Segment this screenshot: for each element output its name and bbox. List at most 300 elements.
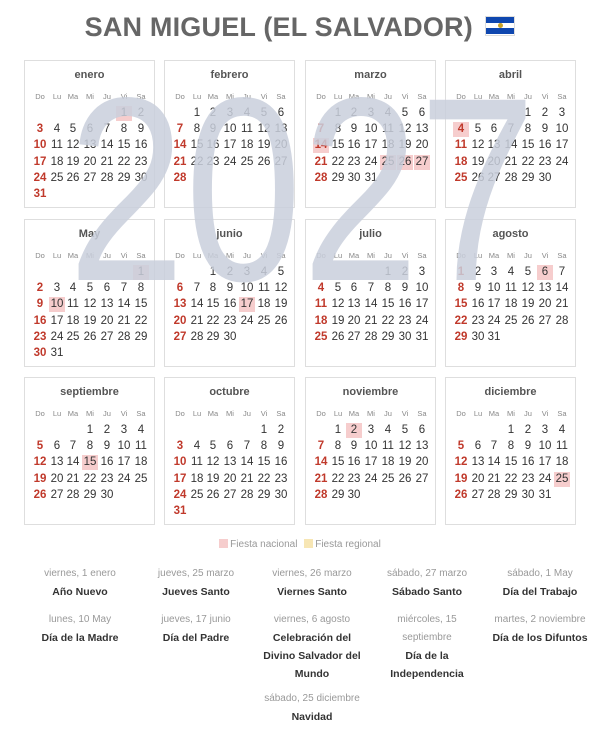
holiday-entry	[25, 565, 135, 601]
weekday-header	[446, 409, 575, 419]
month-may	[24, 219, 155, 367]
holiday-name: Jueves Santo	[162, 586, 230, 598]
calendar-day: 26	[257, 155, 271, 168]
weekday-label: Vi	[260, 92, 268, 101]
calendar-day: 5	[457, 440, 465, 453]
calendar-day: 29	[83, 488, 97, 501]
calendar-day: 7	[176, 123, 184, 136]
calendar-day: 8	[260, 440, 268, 453]
calendar-day: 3	[176, 440, 184, 453]
weekday-label: Mi	[507, 409, 515, 418]
weekday-label: Sa	[557, 92, 567, 101]
calendar-day: 22	[206, 314, 220, 327]
calendar-day: 10	[240, 282, 254, 295]
calendar-day: 5	[260, 107, 268, 119]
calendar-day: 6	[418, 107, 426, 119]
calendar-day: 29	[454, 330, 468, 343]
calendar-day: 17	[223, 139, 237, 152]
calendar-day: 24	[223, 155, 237, 168]
calendar-day: 16	[223, 298, 237, 311]
holiday-date: sábado, 1 May	[507, 568, 573, 579]
calendar-day: 29	[134, 330, 148, 343]
calendar-day: 11	[556, 440, 568, 453]
holiday-entry	[141, 565, 251, 601]
calendar-day: 9	[541, 123, 549, 136]
weekday-label: Ma	[488, 92, 500, 101]
calendar-day: 10	[33, 139, 47, 152]
weekday-header	[306, 251, 435, 261]
calendar-day: 6	[418, 424, 426, 436]
calendar-day: 31	[538, 488, 552, 501]
calendar-day: 19	[257, 139, 271, 152]
calendar-day: 15	[331, 139, 345, 152]
calendar-day: 6	[103, 282, 111, 295]
calendar-day: 14	[364, 298, 378, 311]
calendar-day: 1	[334, 107, 342, 119]
calendar-day: 21	[240, 472, 254, 485]
calendar-day: 30	[347, 171, 361, 184]
calendar-day: 3	[490, 266, 498, 278]
calendar-day: 2	[277, 424, 285, 436]
calendar-day: 5	[401, 424, 409, 436]
calendar-day: 1	[507, 424, 515, 436]
calendar-day: 11	[382, 440, 394, 453]
weekday-label: Sa	[557, 409, 567, 418]
calendar-day: 7	[120, 282, 128, 295]
calendar-day: 6	[226, 440, 234, 453]
calendar-day: 5	[209, 440, 217, 453]
weekday-label: Mi	[226, 409, 234, 418]
weekday-label: Ma	[207, 409, 219, 418]
calendar-day: 15	[381, 298, 395, 311]
weekday-label: Sa	[417, 409, 427, 418]
calendar-day: 25	[134, 472, 148, 485]
calendar-day: 28	[487, 488, 501, 501]
month-name: octubre	[209, 386, 250, 398]
calendar-day: 13	[487, 139, 501, 152]
calendar-day: 7	[69, 440, 77, 453]
calendar-day: 6	[277, 107, 285, 119]
weekday-label: Ma	[488, 409, 500, 418]
calendar-day: 13	[274, 123, 288, 136]
calendar-day: 9	[401, 282, 409, 295]
calendar-day: 17	[538, 456, 552, 469]
calendar-day: 17	[555, 139, 569, 152]
calendar-day: 22	[190, 155, 204, 168]
calendar-day: 20	[50, 472, 64, 485]
calendar-day: 12	[257, 123, 271, 136]
holiday-entry	[485, 565, 595, 601]
calendar-day: 3	[36, 123, 44, 136]
calendar-day: 29	[117, 171, 131, 184]
calendar-day: 17	[33, 155, 47, 168]
calendar-day: 7	[243, 440, 251, 453]
calendar-day: 17	[117, 456, 131, 469]
calendar-grid	[24, 60, 577, 526]
weekday-label: Mi	[367, 251, 375, 260]
calendar-day: 27	[471, 488, 485, 501]
calendar-day: 4	[384, 107, 392, 119]
weekday-label: Ju	[524, 251, 532, 260]
calendar-day: 9	[137, 123, 145, 136]
calendar-day: 9	[209, 123, 217, 136]
weekday-label: Vi	[120, 251, 128, 260]
calendar-day: 3	[243, 266, 251, 278]
holiday-name: Viernes Santo	[277, 586, 347, 598]
calendar-day: 27	[50, 488, 64, 501]
holiday-date: viernes, 1 enero	[44, 568, 116, 579]
calendar-day: 29	[521, 171, 535, 184]
calendar-day: 25	[555, 472, 569, 485]
calendar-day: 28	[173, 171, 187, 184]
calendar-day: 21	[314, 472, 328, 485]
calendar-day: 13	[223, 456, 237, 469]
calendar-day: 23	[347, 472, 361, 485]
weekday-header	[306, 409, 435, 419]
weekday-header	[25, 251, 154, 261]
calendar-day: 2	[350, 107, 358, 119]
calendar-day: 27	[83, 171, 97, 184]
calendar-day: 31	[50, 347, 64, 359]
calendar-day: 3	[418, 266, 426, 278]
calendar-day: 8	[507, 440, 515, 453]
calendar-day: 11	[258, 282, 270, 295]
calendar-day: 18	[381, 456, 395, 469]
calendar-day: 13	[415, 123, 429, 136]
calendar-day: 1	[524, 107, 532, 119]
calendar-day: 3	[367, 424, 375, 436]
calendar-day: 12	[66, 139, 80, 152]
holiday-entry	[485, 611, 595, 647]
calendar-day: 23	[521, 472, 535, 485]
calendar-day: 6	[537, 265, 553, 280]
calendar-day: 11	[505, 282, 517, 295]
calendar-day: 14	[100, 139, 114, 152]
calendar-day: 30	[521, 488, 535, 501]
calendar-day: 30	[33, 347, 47, 359]
calendar-day: 27	[415, 155, 429, 168]
calendar-day: 28	[66, 488, 80, 501]
weekday-label: Vi	[401, 409, 409, 418]
calendar-day: 24	[364, 472, 378, 485]
calendar-day: 29	[257, 488, 271, 501]
calendar-day: 5	[524, 266, 532, 278]
weekday-label: Lu	[192, 251, 202, 260]
calendar-day: 16	[398, 298, 412, 311]
calendar-day: 1	[116, 106, 132, 121]
calendar-day: 14	[66, 456, 80, 469]
calendar-day: 13	[415, 440, 429, 453]
month-agosto	[445, 219, 576, 367]
calendar-day: 3	[541, 424, 549, 436]
calendar-day: 23	[347, 155, 361, 168]
calendar-day: 16	[206, 139, 220, 152]
month-name: noviembre	[342, 386, 399, 398]
weekday-label: Ma	[67, 409, 79, 418]
calendar-day: 26	[83, 330, 97, 343]
calendar-day: 25	[66, 330, 80, 343]
calendar-day: 16	[274, 456, 288, 469]
calendar-day: 10	[364, 123, 378, 136]
calendar-day: 6	[176, 282, 184, 295]
calendar-day: 26	[331, 330, 345, 343]
calendar-day: 27	[347, 330, 361, 343]
calendar-day: 30	[100, 488, 114, 501]
weekday-label: Do	[175, 409, 185, 418]
calendar-day: 4	[193, 440, 201, 453]
calendar-day: 23	[274, 472, 288, 485]
calendar-day: 24	[538, 472, 552, 485]
calendar-day: 22	[521, 155, 535, 168]
calendar-day: 3	[226, 107, 234, 119]
calendar-day: 15	[454, 298, 468, 311]
calendar-day: 31	[487, 330, 501, 343]
calendar-day: 12	[33, 456, 47, 469]
weekday-label: Do	[35, 92, 45, 101]
calendar-day: 23	[398, 314, 412, 327]
calendar-day: 8	[384, 282, 392, 295]
calendar-day: 11	[135, 440, 147, 453]
calendar-day: 10	[555, 123, 569, 136]
calendar-day: 31	[364, 171, 378, 184]
weekday-label: Lu	[192, 409, 202, 418]
calendar-day: 18	[190, 472, 204, 485]
holiday-name: Celebración del Divino Salvador del Mundo	[263, 632, 361, 680]
calendar-day: 14	[487, 456, 501, 469]
holiday-entry	[257, 611, 367, 683]
calendar-day: 4	[453, 122, 469, 137]
holiday-date: miércoles, 15 septiembre	[397, 614, 457, 643]
calendar-day: 2	[137, 107, 145, 119]
calendar-day: 21	[173, 155, 187, 168]
month-noviembre	[305, 377, 436, 525]
weekday-label: Mi	[226, 251, 234, 260]
calendar-day: 18	[504, 298, 518, 311]
weekday-header	[165, 251, 294, 261]
weekday-label: Ju	[524, 409, 532, 418]
weekday-label: Mi	[226, 92, 234, 101]
holiday-name: Día del Padre	[162, 632, 230, 644]
calendar-day: 8	[209, 282, 217, 295]
calendar-day: 16	[538, 139, 552, 152]
calendar-day: 19	[521, 298, 535, 311]
calendar-day: 19	[274, 298, 288, 311]
calendar-day: 23	[100, 472, 114, 485]
calendar-day: 12	[521, 282, 535, 295]
weekday-label: Ju	[384, 409, 392, 418]
calendar-day: 21	[555, 298, 569, 311]
calendar-day: 19	[83, 314, 97, 327]
calendar-day: 24	[33, 171, 47, 184]
calendar-day: 24	[50, 330, 64, 343]
calendar-day: 23	[471, 314, 485, 327]
calendar-day: 21	[364, 314, 378, 327]
calendar-day: 20	[274, 139, 288, 152]
calendar-day: 26	[471, 171, 485, 184]
month-name: marzo	[354, 69, 387, 81]
calendar-day: 8	[457, 282, 465, 295]
calendar-day: 10	[117, 440, 131, 453]
weekday-label: Vi	[541, 251, 549, 260]
calendar-day: 21	[66, 472, 80, 485]
calendar-day: 5	[36, 440, 44, 453]
calendar-day: 14	[555, 282, 569, 295]
calendar-day: 28	[314, 171, 328, 184]
calendar-day: 9	[350, 440, 358, 453]
calendar-day: 27	[100, 330, 114, 343]
calendar-day: 25	[50, 171, 64, 184]
calendar-day: 8	[120, 123, 128, 136]
calendar-day: 22	[381, 314, 395, 327]
weekday-label: Lu	[473, 409, 483, 418]
calendar-day: 2	[541, 107, 549, 119]
weekday-label: Vi	[120, 92, 128, 101]
calendar-day: 10	[50, 298, 64, 311]
calendar-day: 24	[415, 314, 429, 327]
calendar-day: 6	[350, 282, 358, 295]
calendar-day: 11	[241, 123, 253, 136]
calendar-day: 17	[364, 139, 378, 152]
weekday-label: Vi	[401, 251, 409, 260]
calendar-day: 21	[100, 155, 114, 168]
calendar-day: 15	[257, 456, 271, 469]
calendar-day: 7	[507, 123, 515, 136]
calendar-day: 28	[364, 330, 378, 343]
calendar-day: 9	[103, 440, 111, 453]
calendar-day: 2	[401, 266, 409, 278]
holiday-date: jueves, 25 marzo	[157, 568, 235, 579]
holiday-entry	[141, 611, 251, 647]
calendar-day: 13	[173, 298, 187, 311]
weekday-label: Lu	[333, 409, 343, 418]
weekday-label: Ma	[348, 92, 360, 101]
calendar-day: 1	[260, 424, 268, 436]
calendar-day: 24	[555, 155, 569, 168]
calendar-day: 19	[398, 139, 412, 152]
calendar-day: 26	[33, 488, 47, 501]
calendar-day: 15	[521, 139, 535, 152]
calendar-day: 30	[223, 330, 237, 343]
weekday-label: Do	[456, 409, 466, 418]
calendar-day: 5	[401, 107, 409, 119]
calendar-day: 10	[364, 440, 378, 453]
calendar-day: 19	[471, 155, 485, 168]
weekday-label: Lu	[52, 409, 62, 418]
calendar-day: 20	[415, 139, 429, 152]
calendar-day: 18	[381, 139, 395, 152]
calendar-day: 7	[193, 282, 201, 295]
calendar-day: 20	[83, 155, 97, 168]
calendar-day: 22	[257, 472, 271, 485]
calendar-day: 10	[223, 123, 237, 136]
weekday-label: Ma	[348, 409, 360, 418]
calendar-day: 6	[474, 440, 482, 453]
calendar-day: 21	[314, 155, 328, 168]
weekday-header	[446, 251, 575, 261]
holiday-entry	[257, 690, 367, 726]
month-name: febrero	[210, 69, 249, 81]
calendar-day: 21	[190, 314, 204, 327]
calendar-day: 14	[173, 139, 187, 152]
calendar-day: 10	[415, 282, 429, 295]
calendar-day: 2	[209, 107, 217, 119]
weekday-label: Mi	[507, 251, 515, 260]
calendar-day: 11	[382, 123, 394, 136]
month-name: abril	[498, 69, 523, 81]
weekday-label: Sa	[417, 251, 427, 260]
calendar-day: 24	[173, 488, 187, 501]
calendar-day: 29	[331, 488, 345, 501]
calendar-day: 29	[206, 330, 220, 343]
calendar-day: 7	[317, 123, 325, 136]
calendar-day: 11	[67, 298, 79, 311]
weekday-label: Vi	[541, 409, 549, 418]
calendar-day: 4	[53, 123, 61, 136]
holiday-name: Día del Trabajo	[502, 586, 578, 598]
calendar-day: 31	[415, 330, 429, 343]
calendar-day: 15	[206, 298, 220, 311]
calendar-day: 3	[53, 282, 61, 295]
calendar-day: 28	[100, 171, 114, 184]
month-name: agosto	[492, 228, 529, 240]
calendar-day: 19	[454, 472, 468, 485]
calendar-day: 30	[398, 330, 412, 343]
calendar-day: 4	[69, 282, 77, 295]
calendar-day: 22	[454, 314, 468, 327]
calendar-day: 20	[538, 298, 552, 311]
weekday-label: Do	[316, 251, 326, 260]
weekday-label: Lu	[473, 92, 483, 101]
calendar-day: 22	[331, 472, 345, 485]
weekday-header	[165, 409, 294, 419]
holiday-date: lunes, 10 May	[48, 614, 112, 625]
calendar-day: 27	[223, 488, 237, 501]
calendar-day: 10	[487, 282, 501, 295]
calendar-day: 2	[36, 282, 44, 295]
holiday-name: Navidad	[291, 711, 333, 723]
holiday-name: Día de la Madre	[41, 632, 119, 644]
calendar-day: 9	[524, 440, 532, 453]
calendar-day: 21	[504, 155, 518, 168]
calendar-day: 8	[86, 440, 94, 453]
calendar-day: 11	[191, 456, 203, 469]
calendar-day: 16	[347, 456, 361, 469]
calendar-day: 16	[33, 314, 47, 327]
calendar-day: 1	[193, 107, 201, 119]
calendar-day: 23	[134, 155, 148, 168]
weekday-label: Lu	[473, 251, 483, 260]
calendar-day: 12	[331, 298, 345, 311]
calendar-day: 24	[487, 314, 501, 327]
weekday-label: Sa	[136, 92, 146, 101]
weekday-label: Do	[35, 251, 45, 260]
weekday-label: Ju	[243, 92, 251, 101]
calendar-day: 22	[134, 314, 148, 327]
weekday-label: Ju	[243, 409, 251, 418]
calendar-day: 20	[100, 314, 114, 327]
holiday-date: martes, 2 noviembre	[494, 614, 586, 625]
calendar-day: 29	[331, 171, 345, 184]
calendar-day: 26	[521, 314, 535, 327]
calendar-day: 20	[223, 472, 237, 485]
calendar-day: 23	[33, 330, 47, 343]
month-enero	[24, 60, 155, 208]
year-watermark-text: 2027	[68, 84, 536, 304]
weekday-label: Sa	[276, 251, 286, 260]
calendar-day: 15	[331, 456, 345, 469]
calendar-day: 6	[86, 123, 94, 136]
calendar-day: 12	[454, 456, 468, 469]
